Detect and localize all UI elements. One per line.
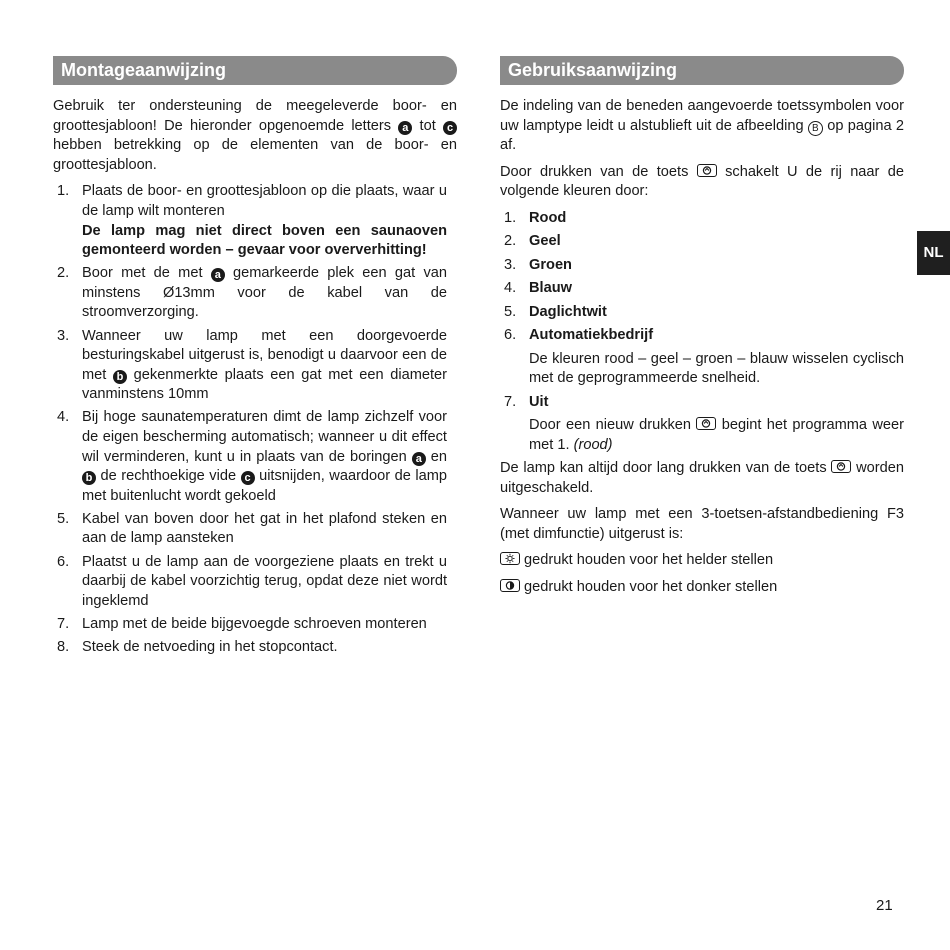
list-item: 6. Plaatst u de lamp aan de voorgeziene plaats en trekt u daarbij de kabel voorzichtig terug, opdat deze niet wordt ingeklemd [57, 553, 447, 609]
list-item: 5. Kabel van boven door het gat in het plafond steken en aan de lamp aansteken [57, 510, 447, 547]
list-item: 3. Groen [504, 256, 572, 273]
color-list [500, 209, 904, 455]
list-item: 5. Daglichtwit [504, 303, 607, 320]
marker-a-icon: a [412, 452, 426, 466]
figure-b-icon: B [808, 121, 823, 136]
marker-c-icon: c [443, 121, 457, 135]
bright-instruction: gedrukt houden voor het helder stellen [500, 551, 904, 571]
color-key-icon [696, 417, 716, 430]
list-item: 4. Blauw [504, 280, 572, 297]
dim-key-icon [500, 579, 520, 592]
off-instruction: De lamp kan altijd door lang drukken van de toets worden uitgeschakeld. [500, 460, 904, 496]
usage-section [500, 56, 904, 605]
remote-instruction: Wanneer uw lamp met een 3-toetsen-afstandbediening F3 (met dimfunctie) uitgerust is: [500, 506, 904, 542]
marker-b-icon: b [82, 471, 96, 485]
list-item: 1. Rood [504, 209, 567, 226]
press-instruction: Door drukken van de toets schakelt U de rij naar de volgende kleuren door: [500, 163, 904, 200]
language-tab: NL [917, 231, 950, 275]
list-item: 7. Lamp met de beide bijgevoegde schroeven monteren [57, 615, 427, 632]
list-item: 4. Bij hoge saunatemperaturen dimt de lamp zichzelf voor de eigen bescherming automatisch; wanneer u dit effect wil verminderen, kunt u in plaats van de boringen a en b de rechthoekige vide c uitsnijden, waardoor de lamp met buitenlucht wordt gekoeld [57, 409, 447, 504]
list-item: 3. Wanneer uw lamp met een doorgevoerde besturingskabel uitgerust is, benodigt u daarvoor een de met b gekenmerkte plaats een gat met een diameter vanminstens 10mm [57, 327, 448, 403]
usage-heading: Gebruiksaanwijzing [500, 56, 904, 85]
list-item: 7. Uit Door een nieuw drukken begint het programma weer met 1. (rood) [504, 393, 905, 453]
dark-instruction: gedrukt houden voor het donker stellen [500, 578, 904, 598]
list-item: 8. Steek de netvoeding in het stopcontact. [57, 638, 338, 655]
marker-a-icon: a [398, 121, 412, 135]
list-item: 1. Plaats de boor- en groottesjabloon op die plaats, waar u de lamp wilt monteren De lamp mag niet direct boven een saunaoven gemonteerd worden – gevaar voor oververhitting! [53, 182, 457, 260]
marker-a-icon: a [211, 268, 225, 282]
color-key-icon [831, 460, 851, 473]
list-item: 2. Boor met de met a gemarkeerde plek een gat van minstens Ø13mm voor de kabel van de stroomverzorging. [57, 265, 447, 321]
list-item: 6. Automatiekbedrijf De kleuren rood – geel – groen – blauw wisselen cyclisch met de geprogrammeerde snelheid. [504, 326, 904, 387]
marker-c-icon: c [241, 471, 255, 485]
montage-intro: Gebruik ter ondersteuning de meegeleverde boor- en groottesjabloon! De hieronder opgenoemde letters a tot c hebben betrekking op de elementen van de boor- en groottesjabloon. [53, 98, 457, 173]
marker-b-icon: b [113, 370, 127, 384]
color-key-icon [697, 164, 717, 177]
usage-intro: De indeling van de beneden aangevoerde toetssymbolen voor uw lamptype leidt u alstublieft uit de afbeelding B op pagina 2 af. [500, 98, 904, 154]
list-item: 2. Geel [504, 233, 561, 250]
montage-steps [53, 182, 457, 657]
page-number: 21 [876, 897, 893, 914]
montage-heading: Montageaanwijzing [53, 56, 457, 85]
brightness-key-icon [500, 552, 520, 565]
montage-section [53, 56, 457, 661]
overheat-warning: De lamp mag niet direct boven een saunaoven gemonteerd worden – gevaar voor oververhitting! [82, 222, 447, 259]
